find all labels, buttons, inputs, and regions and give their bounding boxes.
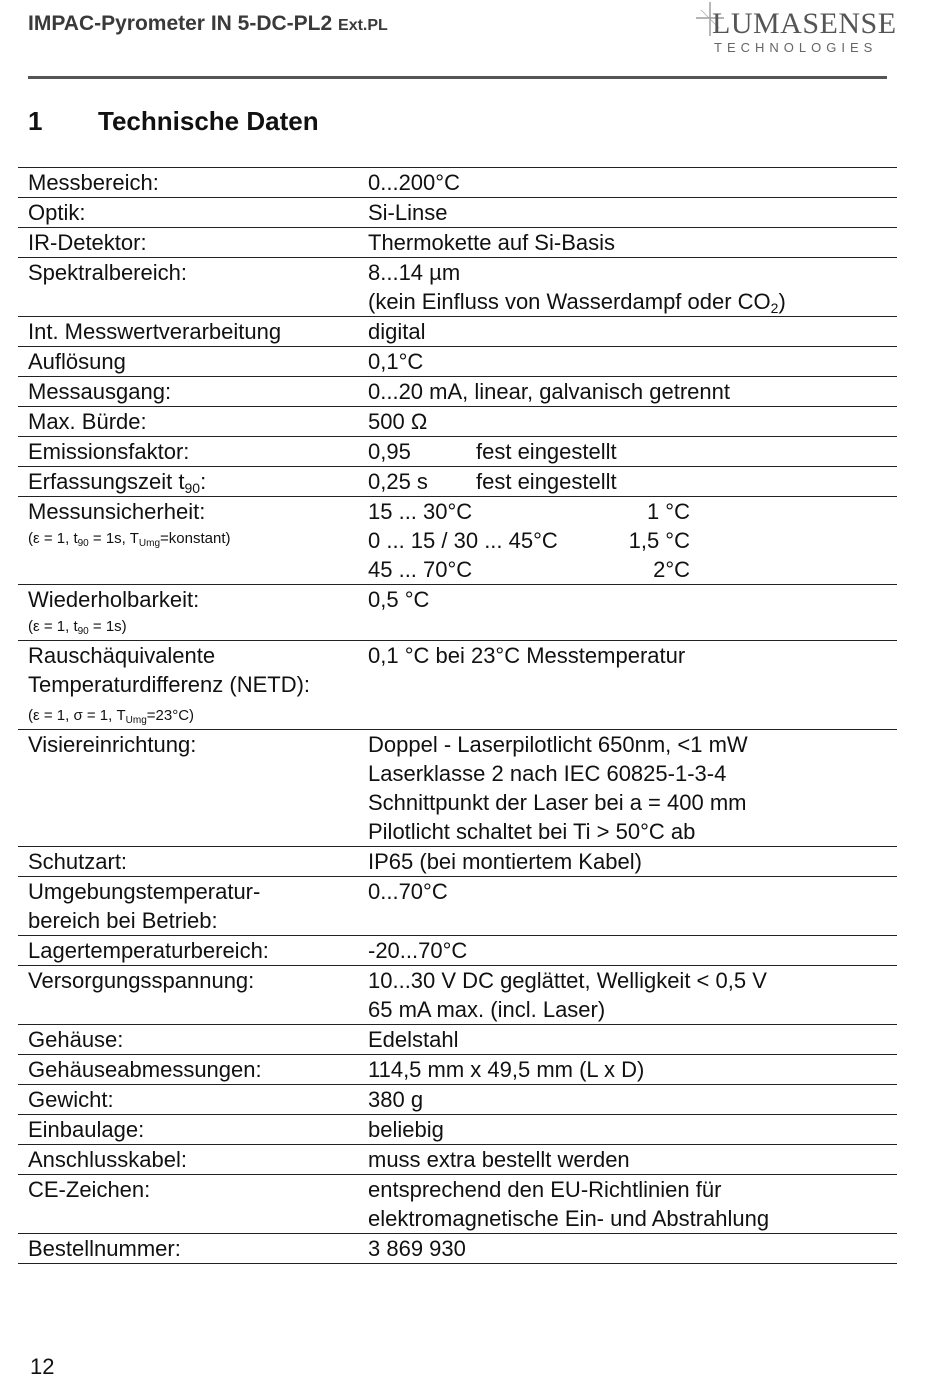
spec-value: beliebig (368, 1117, 444, 1142)
spec-label: Spektralbereich: (28, 260, 187, 285)
spec-value: muss extra bestellt werden (368, 1147, 630, 1172)
spec-value: 0...200°C (368, 170, 460, 195)
spec-value (368, 497, 897, 584)
spec-label: Versorgungsspannung: (28, 968, 255, 993)
spec-value-line: 10...30 V DC geglättet, Welligkeit < 0,5 V (368, 968, 767, 993)
spec-value-line (368, 287, 897, 316)
condition-note (28, 699, 368, 729)
spec-note: fest eingestellt (476, 469, 617, 494)
condition-note (28, 526, 368, 552)
table-row (18, 1025, 897, 1055)
subscript: 90 (77, 626, 89, 637)
spec-label: Messausgang: (28, 379, 172, 404)
text-part: Erfassungszeit t (28, 469, 185, 494)
spec-value-line: Doppel - Laserpilotlicht 650nm, <1 mW (368, 732, 748, 757)
spec-label: Gehäuse: (28, 1027, 124, 1052)
spec-label: Auflösung (28, 349, 126, 374)
table-row (18, 1145, 897, 1175)
table-row (18, 936, 897, 966)
spec-label (18, 497, 368, 584)
text-part: ) (778, 289, 786, 314)
spec-value (368, 437, 897, 466)
text-part: =23°C) (146, 707, 195, 724)
text-part: = 1s, T (88, 530, 139, 547)
condition-note (28, 614, 368, 640)
uncertainty-value: 2°C (653, 557, 690, 582)
spec-value (368, 730, 897, 846)
uncertainty-row (368, 497, 897, 526)
spec-label: Anschlusskabel: (28, 1147, 187, 1172)
spec-value-line: 8...14 µm (368, 260, 461, 285)
spec-label: IR-Detektor: (28, 230, 147, 255)
label-line: Temperaturdifferenz (NETD): (28, 672, 311, 697)
uncertainty-value: 1 °C (646, 499, 690, 524)
spec-value: 0,5 °C (368, 587, 430, 612)
spec-label: Emissionsfaktor: (28, 439, 190, 464)
spec-label: Visiereinrichtung: (28, 732, 197, 757)
table-row (18, 1234, 897, 1264)
uncertainty-row (368, 526, 897, 555)
spec-label (18, 641, 368, 729)
text-part: =konstant) (160, 530, 231, 547)
label-line: Wiederholbarkeit: (28, 587, 200, 612)
lumasense-logo (688, 0, 898, 60)
spec-label: Max. Bürde: (28, 409, 147, 434)
section-title: Technische Daten (98, 106, 319, 136)
spec-value: digital (368, 319, 426, 344)
spec-value (368, 467, 897, 496)
spec-label: Optik: (28, 200, 86, 225)
spec-label: Gehäuseabmessungen: (28, 1057, 262, 1082)
table-row (18, 497, 897, 585)
table-row (18, 966, 897, 1025)
spec-label: Gewicht: (28, 1087, 114, 1112)
table-row (18, 377, 897, 407)
spec-label: CE-Zeichen: (28, 1177, 151, 1202)
page-number: 12 (30, 1354, 55, 1379)
spec-value: 0,1 °C bei 23°C Messtemperatur (368, 643, 686, 668)
text-part: (kein Einfluss von Wasserdampf oder CO (368, 289, 771, 314)
uncertainty-row (368, 555, 897, 584)
text-part: = 1s) (88, 618, 127, 635)
table-row (18, 1085, 897, 1115)
spec-label: Messbereich: (28, 170, 159, 195)
table-row (18, 168, 897, 198)
spec-label: Lagertemperaturbereich: (28, 938, 269, 963)
text-part: : (200, 469, 207, 494)
spec-value: 0...20 mA, linear, galvanisch getrennt (368, 379, 730, 404)
spec-value-line: 65 mA max. (incl. Laser) (368, 997, 606, 1022)
spec-value: 380 g (368, 1087, 424, 1112)
table-row (18, 1175, 897, 1234)
table-row (18, 585, 897, 641)
table-row (18, 407, 897, 437)
text-part: (ε = 1, t (28, 618, 78, 635)
spec-number: 0,25 s (368, 469, 428, 494)
table-row (18, 437, 897, 467)
table-row (18, 258, 897, 317)
spec-note: fest eingestellt (476, 439, 617, 464)
spec-value-line: Laserklasse 2 nach IEC 60825-1-3-4 (368, 761, 727, 786)
table-row (18, 1055, 897, 1085)
table-row (18, 847, 897, 877)
spec-value: 3 869 930 (368, 1236, 466, 1261)
section-number: 1 (28, 106, 43, 136)
spec-value: Thermokette auf Si-Basis (368, 230, 615, 255)
specs-table (18, 167, 897, 1264)
temperature-range: 0 ... 15 / 30 ... 45°C (368, 528, 558, 553)
label-line: Umgebungstemperatur- (28, 879, 261, 904)
spec-value: 500 Ω (368, 409, 428, 434)
subscript: 2 (770, 300, 779, 316)
section-heading (28, 106, 319, 137)
table-row (18, 467, 897, 497)
label-line: Messunsicherheit: (28, 499, 206, 524)
spec-label (18, 467, 368, 496)
spec-value: Si-Linse (368, 200, 448, 225)
spec-value: Edelstahl (368, 1027, 459, 1052)
table-row (18, 730, 897, 847)
table-row (18, 317, 897, 347)
title-main: IMPAC-Pyrometer IN 5-DC-PL2 (28, 12, 333, 35)
spec-label (18, 877, 368, 935)
table-row (18, 1115, 897, 1145)
subscript: Umg (125, 715, 147, 726)
spec-label: Schutzart: (28, 849, 128, 874)
spec-value (368, 966, 897, 1024)
spec-value (368, 1175, 897, 1233)
text-part: (ε = 1, σ = 1, T (28, 707, 126, 724)
label-line: Rauschäquivalente (28, 643, 216, 668)
header-rule (28, 76, 887, 79)
spec-value (368, 258, 897, 316)
spec-value-line: entsprechend den EU-Richtlinien für (368, 1177, 722, 1202)
logo-subtitle: TECHNOLOGIES (714, 40, 878, 55)
spec-value-line: elektromagnetische Ein- und Abstrahlung (368, 1206, 770, 1231)
table-row (18, 198, 897, 228)
table-row (18, 228, 897, 258)
spec-value: 0...70°C (368, 879, 448, 904)
spec-label: Bestellnummer: (28, 1236, 181, 1261)
spec-value-line: Pilotlicht schaltet bei Ti > 50°C ab (368, 819, 696, 844)
subscript: 90 (77, 538, 89, 549)
subscript: Umg (138, 538, 161, 549)
spec-value: IP65 (bei montiertem Kabel) (368, 849, 642, 874)
spec-value: 0,1°C (368, 349, 424, 374)
temperature-range: 15 ... 30°C (368, 499, 473, 524)
document-title (28, 12, 388, 36)
text-part: (ε = 1, t (28, 530, 78, 547)
spec-number: 0,95 (368, 439, 411, 464)
table-row (18, 347, 897, 377)
spec-label (18, 585, 368, 640)
spec-value: -20...70°C (368, 938, 468, 963)
subscript: 90 (184, 480, 201, 496)
title-suffix: Ext.PL (338, 17, 388, 34)
label-line: bereich bei Betrieb: (28, 908, 218, 933)
temperature-range: 45 ... 70°C (368, 557, 473, 582)
spec-label: Einbaulage: (28, 1117, 145, 1142)
logo-wordmark: LUMASENSE (712, 7, 897, 40)
spec-value-line: Schnittpunkt der Laser bei a = 400 mm (368, 790, 747, 815)
table-row (18, 877, 897, 936)
spec-label: Int. Messwertverarbeitung (28, 319, 282, 344)
spec-value: 114,5 mm x 49,5 mm (L x D) (368, 1057, 645, 1082)
table-row (18, 641, 897, 730)
uncertainty-value: 1,5 °C (628, 528, 690, 553)
